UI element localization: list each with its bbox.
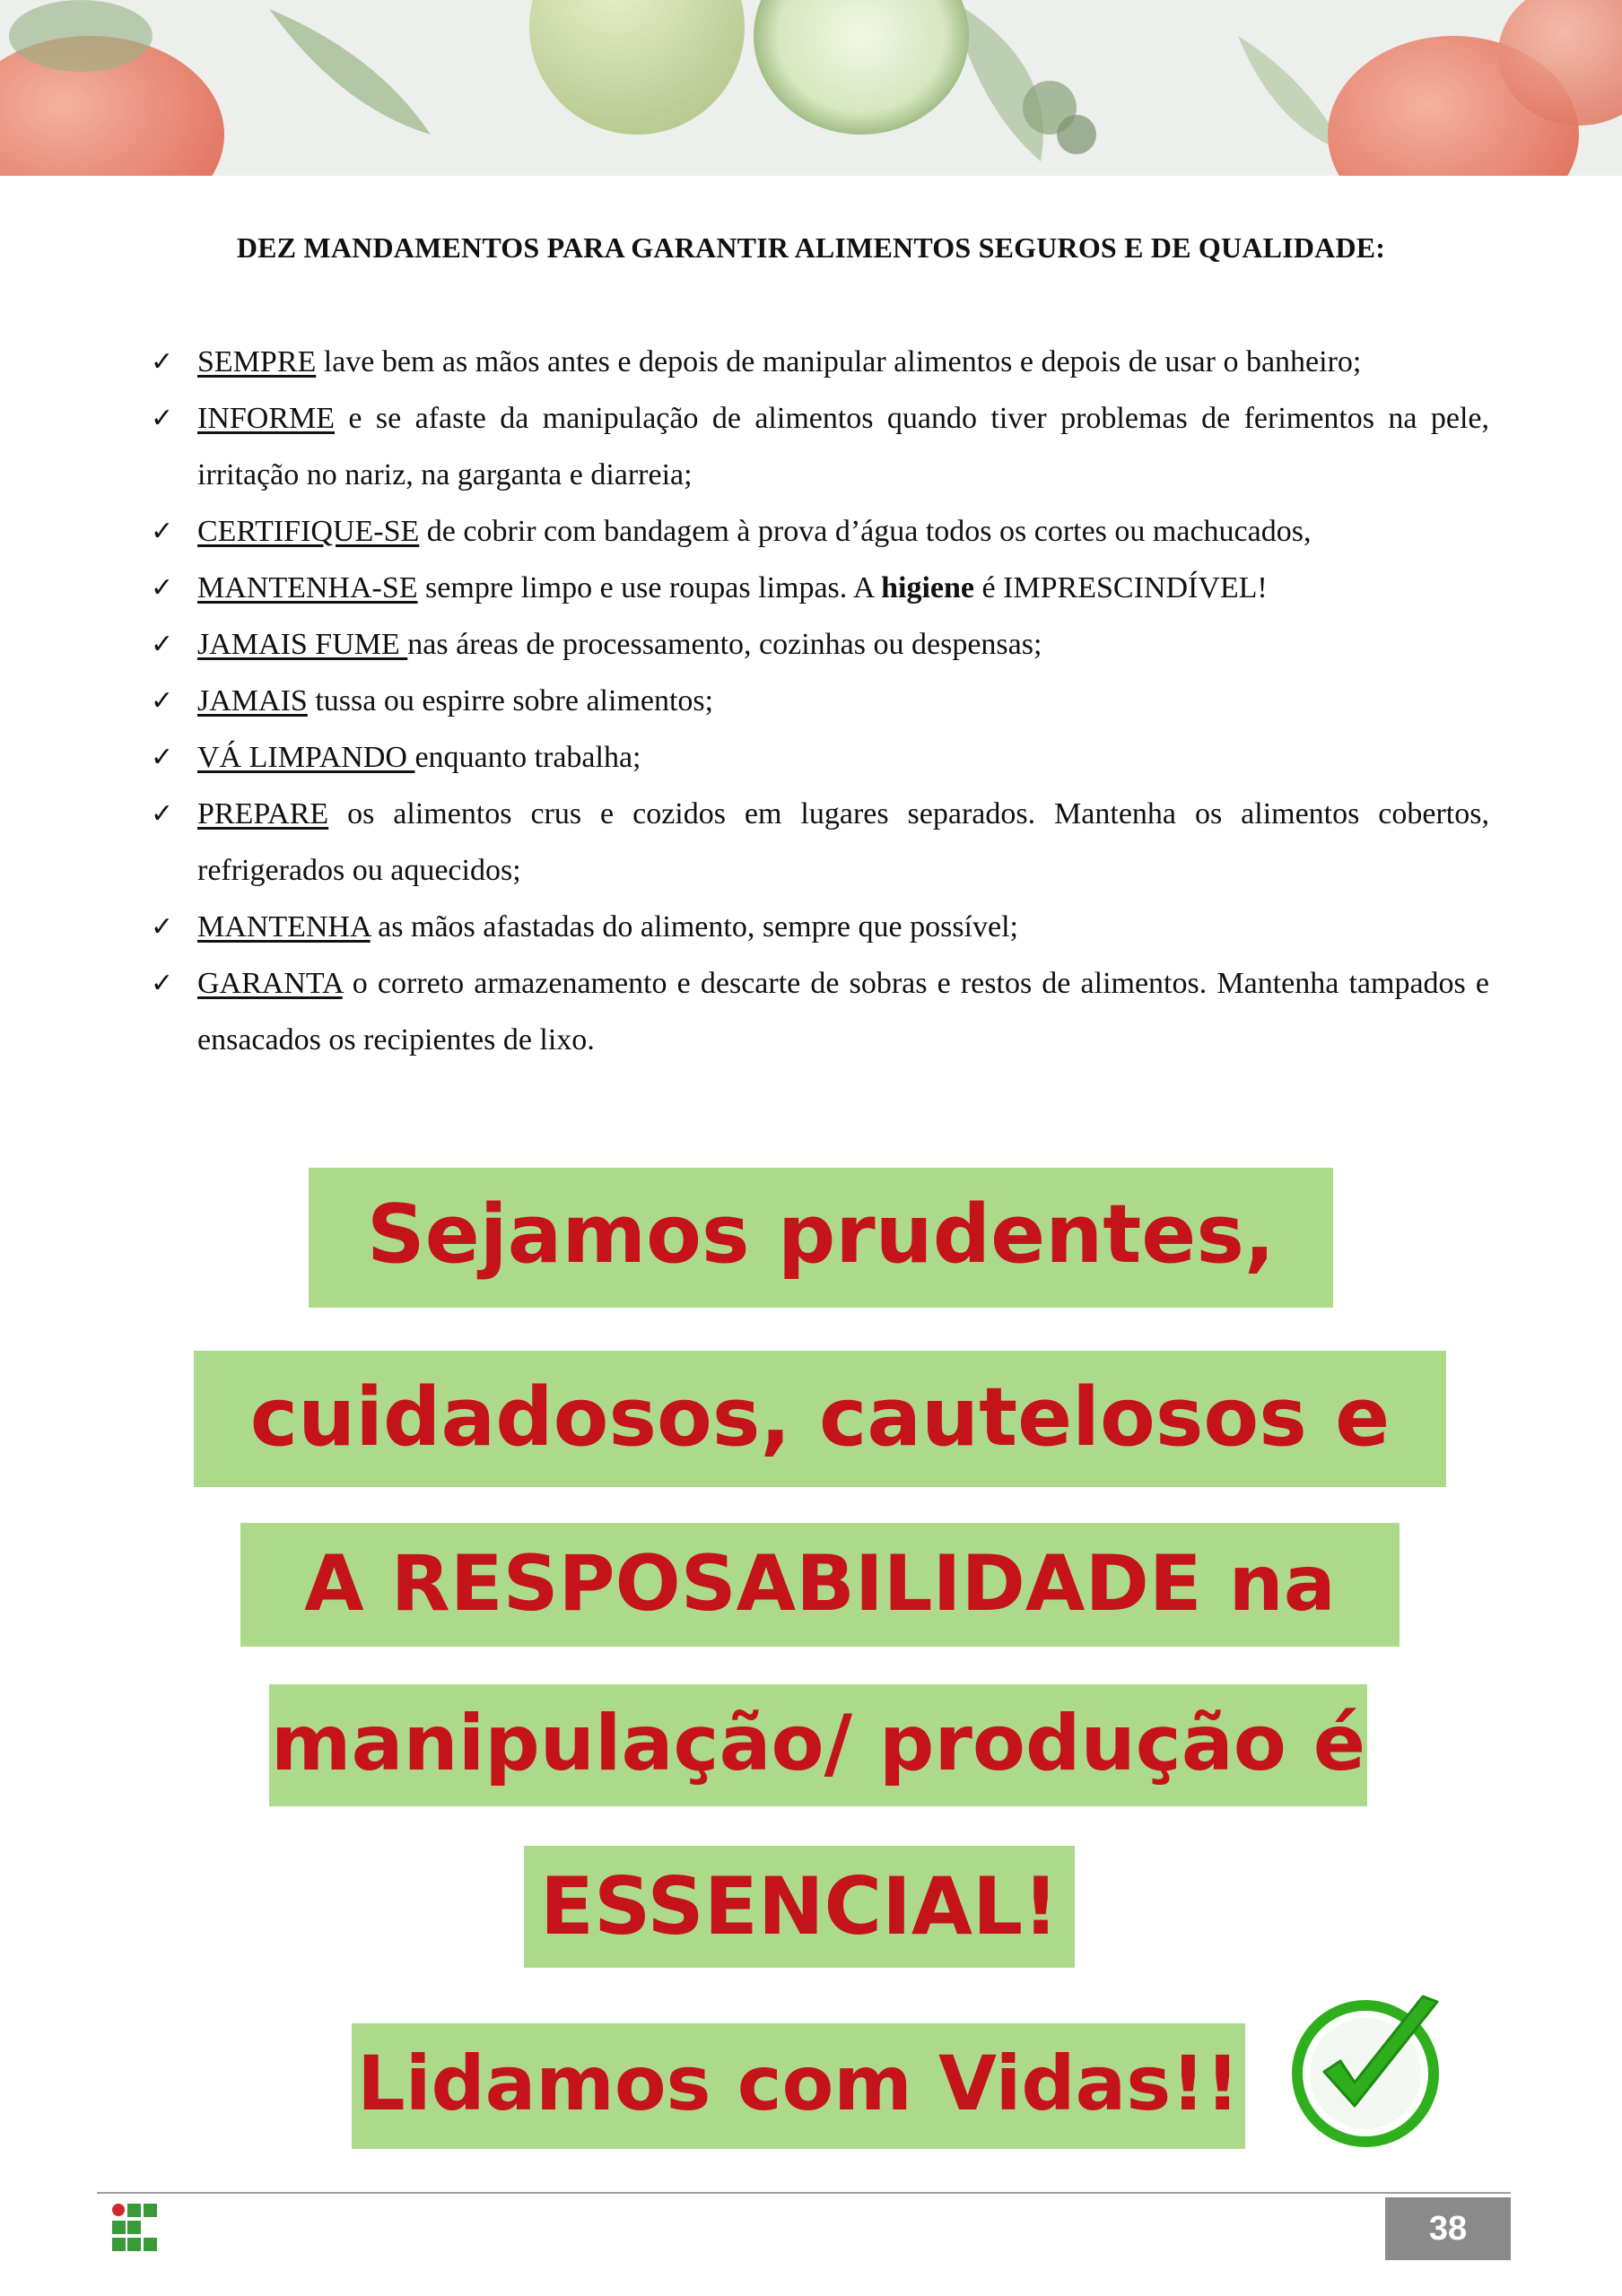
check-mark-icon: ✓ — [151, 516, 174, 547]
slogan-line-5: ESSENCIAL! — [524, 1846, 1075, 1968]
list-item — [151, 899, 1489, 955]
rule-text: as mãos afastadas do alimento, sempre que possível; — [370, 910, 1018, 944]
rule-keyword: VÁ LIMPANDO — [197, 741, 415, 774]
slogan-line-6: Lidamos com Vidas!! — [352, 2023, 1245, 2149]
rules-list — [151, 334, 1489, 1068]
rule-text: de cobrir com bandagem à prova d’água todos os cortes ou machucados, — [419, 515, 1312, 548]
rule-keyword: MANTENHA — [197, 910, 371, 944]
check-mark-icon: ✓ — [151, 911, 174, 943]
rule-text: os alimentos crus e cozidos em lugares separados. Mantenha os alimentos cobertos, refrigerados ou aquecidos; — [197, 797, 1489, 887]
rule-text: lave bem as mãos antes e depois de manipular alimentos e depois de usar o banheiro; — [316, 345, 1362, 378]
rule-keyword: INFORME — [197, 402, 336, 435]
rule-bold-word: higiene — [881, 571, 974, 604]
rule-text: nas áreas de processamento, cozinhas ou despensas; — [407, 628, 1042, 661]
rule-text: sempre limpo e use roupas limpas. A — [417, 571, 882, 604]
rule-text-after: é IMPRESCINDÍVEL! — [974, 571, 1268, 604]
rule-keyword: MANTENHA-SE — [197, 571, 418, 604]
check-mark-icon: ✓ — [151, 742, 174, 773]
green-check-circle-icon — [1288, 1989, 1448, 2149]
check-mark-icon: ✓ — [151, 685, 174, 717]
document-title: DEZ MANDAMENTOS PARA GARANTIR ALIMENTOS SEGUROS E DE QUALIDADE: — [236, 231, 1386, 264]
check-mark-icon: ✓ — [151, 403, 174, 434]
rule-keyword: SEMPRE — [197, 345, 317, 378]
institution-logo-icon — [111, 2203, 158, 2260]
list-item — [151, 560, 1489, 616]
slogan-line-3: A RESPOSABILIDADE na — [240, 1523, 1400, 1647]
slogan-line-2: cuidadosos, cautelosos e — [194, 1351, 1446, 1487]
rule-keyword: PREPARE — [197, 797, 329, 831]
rule-keyword: GARANTA — [197, 967, 343, 1000]
rule-text: e se afaste da manipulação de alimentos quando tiver problemas de ferimentos na pele, irritação no nariz, na garganta e diarreia; — [197, 402, 1489, 491]
slogan-line-1: Sejamos prudentes, — [309, 1168, 1333, 1308]
rule-keyword: CERTIFIQUE-SE — [197, 515, 420, 548]
rule-text: enquanto trabalha; — [414, 741, 641, 774]
check-mark-icon: ✓ — [151, 968, 174, 999]
vegetables-illustration — [0, 0, 1622, 176]
check-mark-icon: ✓ — [151, 572, 174, 604]
rule-text: tussa ou espirre sobre alimentos; — [307, 684, 714, 718]
rule-keyword: JAMAIS FUME — [197, 628, 408, 661]
check-mark-icon: ✓ — [151, 798, 174, 830]
rule-text: o correto armazenamento e descarte de sobras e restos de alimentos. Mantenha tampados e ensacados os recipientes de lixo. — [197, 967, 1489, 1057]
footer-divider — [97, 2192, 1511, 2194]
check-mark-icon: ✓ — [151, 346, 174, 378]
list-item — [151, 955, 1489, 1068]
rule-keyword: JAMAIS — [197, 684, 308, 718]
list-item — [151, 616, 1489, 673]
list-item — [151, 673, 1489, 729]
header-vegetables-image — [0, 0, 1622, 176]
list-item — [151, 786, 1489, 899]
list-item — [151, 334, 1489, 390]
slogan-line-4: manipulação/ produção é — [269, 1684, 1367, 1806]
list-item — [151, 503, 1489, 560]
list-item — [151, 390, 1489, 503]
check-mark-icon: ✓ — [151, 629, 174, 660]
page-number: 38 — [1385, 2197, 1511, 2260]
list-item — [151, 729, 1489, 786]
